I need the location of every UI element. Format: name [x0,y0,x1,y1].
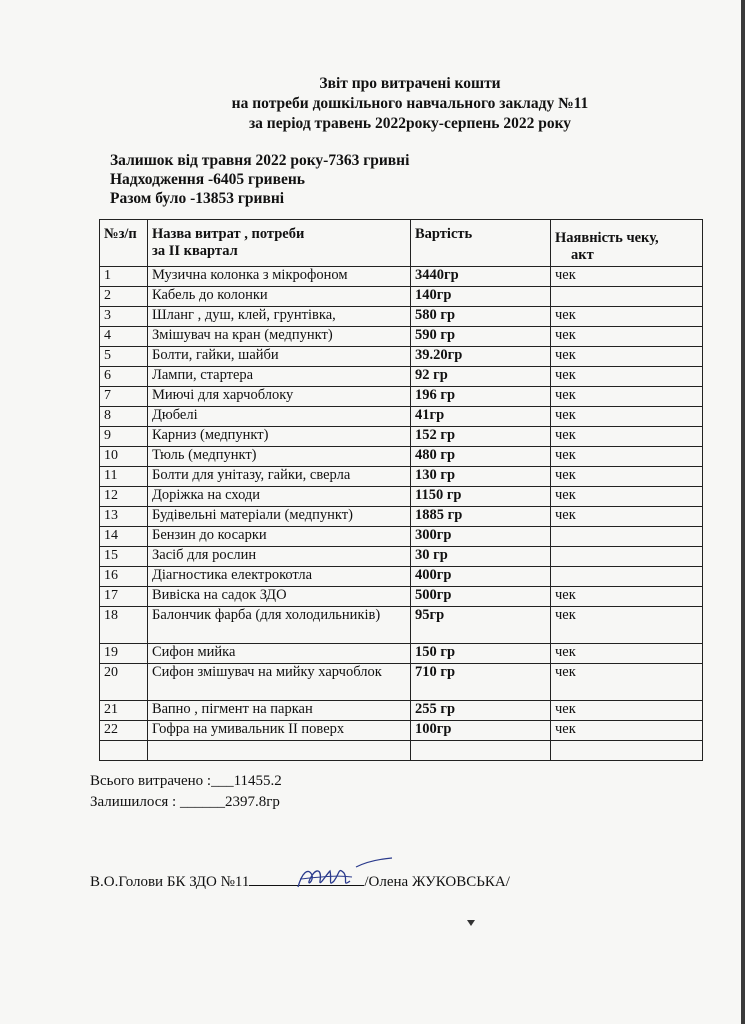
table-row [100,267,703,287]
total-spent-blank: ___ [211,773,234,789]
row-cost: 41гр [411,407,551,427]
row-cost: 255 гр [411,701,551,721]
row-cost: 100гр [411,721,551,741]
empty-cell [148,741,411,761]
table-row [100,287,703,307]
header-num: №з/п [100,220,148,267]
row-expense-name: Карниз (медпункт) [148,427,411,447]
row-cost: 710 гр [411,664,551,701]
row-expense-name: Лампи, стартера [148,367,411,387]
header-receipt-line-1: Наявність чеку, [555,230,659,246]
row-cost: 3440гр [411,267,551,287]
row-number: 9 [100,427,148,447]
table-row [100,507,703,527]
report-title [180,74,640,134]
expenses-table [99,219,703,761]
row-expense-name: Тюль (медпункт) [148,447,411,467]
row-cost: 196 гр [411,387,551,407]
row-expense-name: Сифон мийка [148,644,411,664]
row-number: 13 [100,507,148,527]
row-cost: 152 гр [411,427,551,447]
remaining-blank: ______ [179,794,225,810]
row-number: 3 [100,307,148,327]
signer-position: В.О.Голови БК ЗДО №11 [90,874,250,890]
income: Надходження -6405 гривень [110,171,305,188]
row-receipt: чек [551,347,703,367]
total-available: Разом було -13853 гривні [110,190,285,207]
table-row [100,427,703,447]
table-row [100,547,703,567]
row-receipt: чек [551,507,703,527]
row-number: 5 [100,347,148,367]
row-cost: 39.20гр [411,347,551,367]
row-cost: 92 гр [411,367,551,387]
table-row [100,587,703,607]
row-receipt: чек [551,467,703,487]
row-cost: 150 гр [411,644,551,664]
row-receipt: чек [551,327,703,347]
row-number: 14 [100,527,148,547]
row-expense-name: Сифон змішувач на мийку харчоблок [148,664,411,701]
row-expense-name: Вивіска на садок ЗДО [148,587,411,607]
header-name-line-2: за ІІ квартал [152,243,238,259]
row-number: 16 [100,567,148,587]
table-row [100,527,703,547]
row-expense-name: Вапно , пігмент на паркан [148,701,411,721]
row-number: 12 [100,487,148,507]
empty-cell [551,741,703,761]
row-expense-name: Бензин до косарки [148,527,411,547]
row-receipt: чек [551,721,703,741]
row-cost: 1150 гр [411,487,551,507]
opening-balance: Залишок від травня 2022 року-7363 гривні [110,152,410,169]
row-expense-name: Діагностика електрокотла [148,567,411,587]
table-row [100,701,703,721]
row-receipt: чек [551,644,703,664]
total-spent [90,771,282,792]
row-number: 6 [100,367,148,387]
row-number: 7 [100,387,148,407]
scan-edge [741,0,745,1024]
table-row [100,407,703,427]
row-cost: 140гр [411,287,551,307]
row-receipt: чек [551,427,703,447]
table-row [100,367,703,387]
header-receipt-line-2: акт [571,247,594,263]
table-row [100,347,703,367]
row-expense-name: Гофра на умивальник ІІ поверх [148,721,411,741]
row-receipt [551,547,703,567]
row-cost: 300гр [411,527,551,547]
row-receipt: чек [551,307,703,327]
header-cost: Вартість [411,220,551,267]
row-cost: 30 гр [411,547,551,567]
table-row [100,664,703,701]
row-number: 19 [100,644,148,664]
row-number: 15 [100,547,148,567]
row-number: 4 [100,327,148,347]
handwritten-signature [290,853,395,898]
table-row [100,307,703,327]
remaining-label: Залишилося : [90,794,180,810]
row-number: 10 [100,447,148,467]
header-name [148,220,411,267]
row-expense-name: Дюбелі [148,407,411,427]
row-receipt: чек [551,367,703,387]
title-line-2: на потреби дошкільного навчального закладу №11 [231,95,589,112]
table-row [100,607,703,644]
row-receipt [551,287,703,307]
row-receipt: чек [551,447,703,467]
row-expense-name: Музична колонка з мікрофоном [148,267,411,287]
row-cost: 580 гр [411,307,551,327]
row-number: 22 [100,721,148,741]
row-expense-name: Засіб для рослин [148,547,411,567]
row-expense-name: Миючі для харчоблоку [148,387,411,407]
total-spent-value: 11455.2 [233,773,282,789]
header-receipt [551,220,703,267]
row-receipt: чек [551,387,703,407]
row-expense-name: Болти, гайки, шайби [148,347,411,367]
row-expense-name: Доріжка на сходи [148,487,411,507]
total-spent-label: Всього витрачено : [90,773,212,789]
table-row [100,467,703,487]
row-number: 21 [100,701,148,721]
totals [90,771,282,813]
row-number: 17 [100,587,148,607]
table-row [100,644,703,664]
table-row [100,721,703,741]
remaining [90,792,282,813]
row-number: 18 [100,607,148,644]
empty-cell [411,741,551,761]
row-expense-name: Балончик фарба (для холодильників) [148,607,411,644]
table-row [100,447,703,467]
title-line-3: за період травень 2022року-серпень 2022 року [248,115,572,132]
row-expense-name: Болти для унітазу, гайки, сверла [148,467,411,487]
row-expense-name: Кабель до колонки [148,287,411,307]
row-number: 1 [100,267,148,287]
table-row [100,327,703,347]
row-expense-name: Шланг , душ, клей, грунтівка, [148,307,411,327]
row-number: 11 [100,467,148,487]
row-receipt: чек [551,407,703,427]
header-name-line-1: Назва витрат , потреби [152,226,305,242]
table-row [100,387,703,407]
row-receipt: чек [551,267,703,287]
row-receipt: чек [551,587,703,607]
row-cost: 480 гр [411,447,551,467]
row-receipt [551,527,703,547]
row-cost: 590 гр [411,327,551,347]
table-row-empty [100,741,703,761]
row-cost: 1885 гр [411,507,551,527]
row-number: 20 [100,664,148,701]
ink-mark [467,920,475,926]
row-receipt: чек [551,487,703,507]
row-receipt: чек [551,701,703,721]
row-receipt: чек [551,607,703,644]
row-cost: 400гр [411,567,551,587]
row-expense-name: Будівельні матеріали (медпункт) [148,507,411,527]
row-cost: 95гр [411,607,551,644]
row-receipt [551,567,703,587]
row-expense-name: Змішувач на кран (медпункт) [148,327,411,347]
signer-name: /Олена ЖУКОВСЬКА/ [364,874,510,890]
row-number: 8 [100,407,148,427]
title-line-1: Звіт про витрачені кошти [319,75,501,92]
row-number: 2 [100,287,148,307]
table-header-row [100,220,703,267]
balance-summary [110,151,409,208]
empty-cell [100,741,148,761]
remaining-value: 2397.8гр [224,794,280,810]
row-cost: 500гр [411,587,551,607]
table-row [100,487,703,507]
table-row [100,567,703,587]
row-receipt: чек [551,664,703,701]
row-cost: 130 гр [411,467,551,487]
